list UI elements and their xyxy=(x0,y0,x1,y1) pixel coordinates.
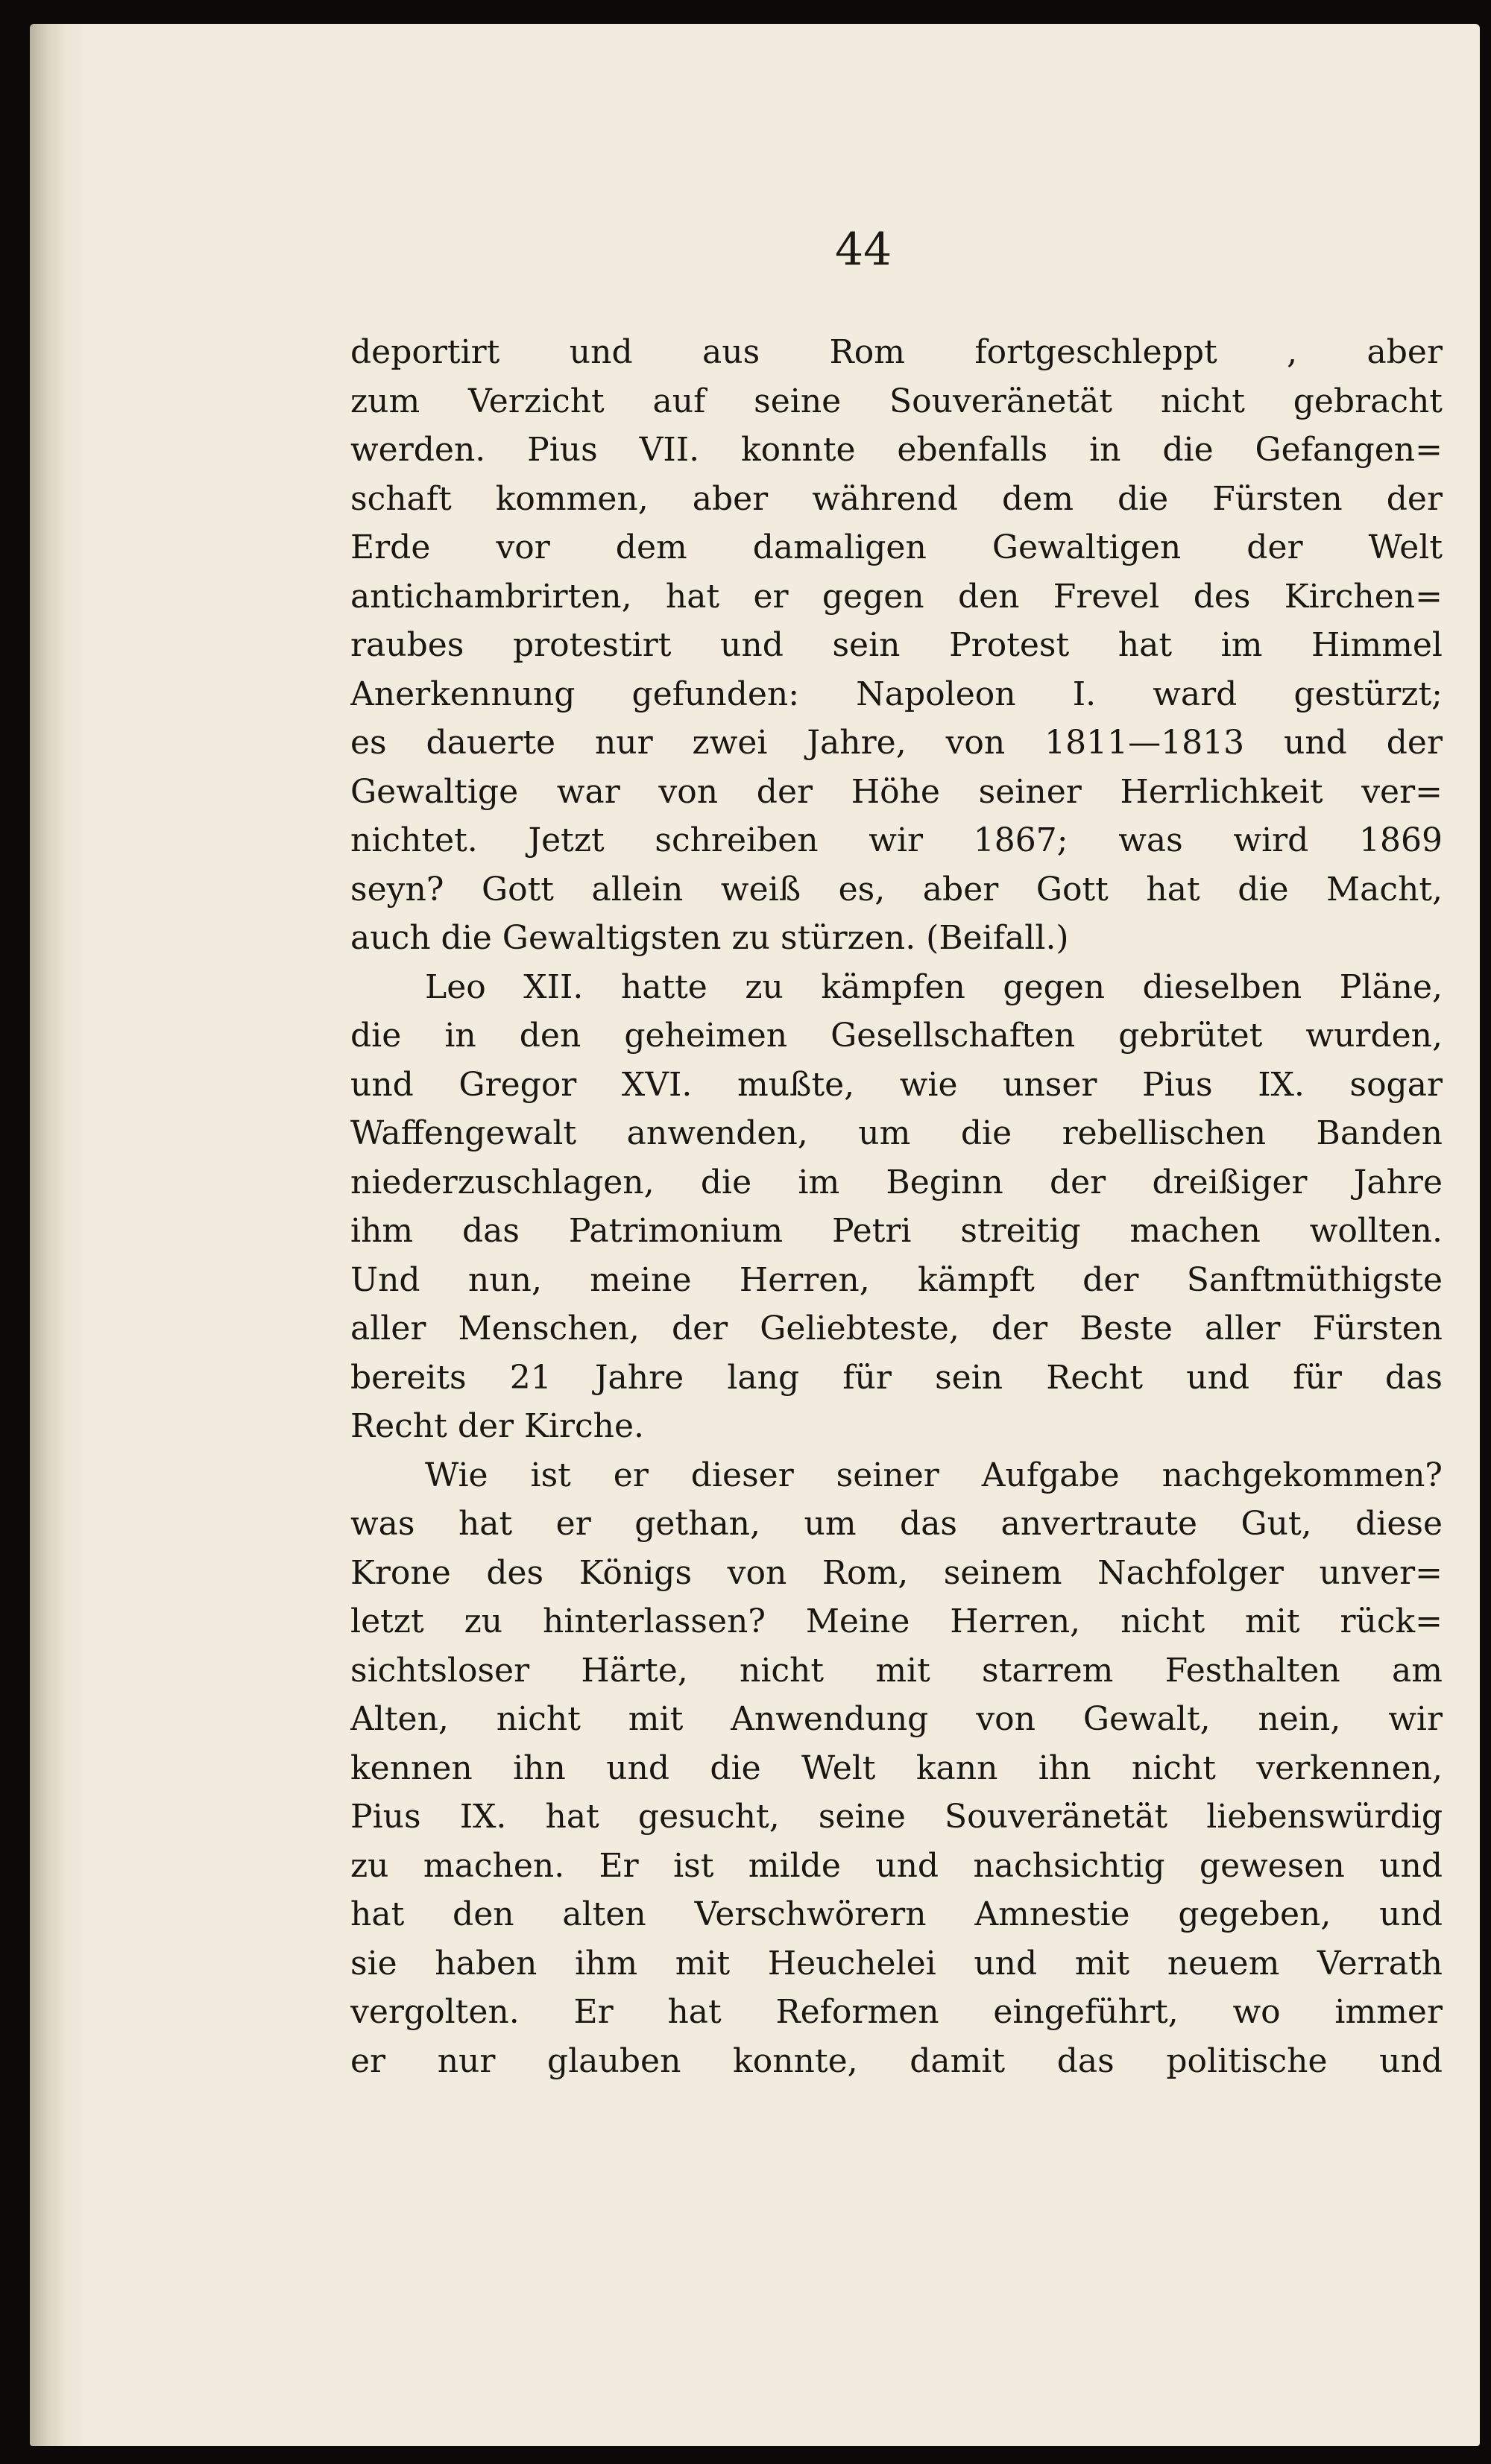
text-line: Leo XII. hatte zu kämpfen gegen dieselben Pläne, xyxy=(425,967,1443,1006)
text-line: zum Verzicht auf seine Souveränetät nicht gebracht xyxy=(350,382,1443,420)
text-line: Alten, nicht mit Anwendung von Gewalt, nein, wir xyxy=(350,1700,1443,1738)
text-line: kennen ihn und die Welt kann ihn nicht verkennen, xyxy=(350,1749,1443,1787)
text-line: Pius IX. hat gesucht, seine Souveränetät liebenswürdig xyxy=(350,1798,1443,1836)
text-line: sie haben ihm mit Heuchelei und mit neuem Verrath xyxy=(350,1944,1443,1983)
text-line: deportirt und aus Rom fortgeschleppt , aber xyxy=(350,333,1443,371)
text-line: hat den alten Verschwörern Amnestie gegeben, und xyxy=(350,1895,1443,1933)
text-line: sichtsloser Härte, nicht mit starrem Festhalten am xyxy=(350,1651,1443,1690)
text-line: auch die Gewaltigsten zu stürzen. (Beifall.) xyxy=(350,919,1069,957)
text-line: was hat er gethan, um das anvertraute Gut, diese xyxy=(350,1505,1443,1543)
text-line: Recht der Kirche. xyxy=(350,1407,645,1445)
text-line: schaft kommen, aber während dem die Fürsten der xyxy=(350,479,1443,518)
text-line: aller Menschen, der Geliebteste, der Beste aller Fürsten xyxy=(350,1310,1443,1348)
text-line: zu machen. Er ist milde und nachsichtig gewesen und xyxy=(350,1846,1443,1885)
text-line: er nur glauben konnte, damit das politische und xyxy=(350,2041,1443,2080)
text-line: und Gregor XVI. mußte, wie unser Pius IX. sogar xyxy=(350,1065,1443,1104)
text-line: Und nun, meine Herren, kämpft der Sanftmüthigste xyxy=(350,1260,1443,1299)
body-text xyxy=(350,328,1443,2085)
text-line: seyn? Gott allein weiß es, aber Gott hat die Macht, xyxy=(350,870,1443,909)
text-line: Waffengewalt anwenden, um die rebellischen Banden xyxy=(350,1114,1443,1152)
book-page xyxy=(30,24,1480,2446)
text-line: werden. Pius VII. konnte ebenfalls in die Gefangen= xyxy=(350,431,1443,469)
text-line: ihm das Patrimonium Petri streitig machen wollten. xyxy=(350,1212,1443,1250)
text-line: letzt zu hinterlassen? Meine Herren, nicht mit rück= xyxy=(350,1602,1443,1640)
text-line: Anerkennung gefunden: Napoleon I. ward gestürzt; xyxy=(350,675,1443,713)
text-line: bereits 21 Jahre lang für sein Recht und für das xyxy=(350,1358,1443,1397)
text-line: Wie ist er dieser seiner Aufgabe nachgekommen? xyxy=(425,1456,1443,1494)
text-line: vergolten. Er hat Reformen eingeführt, wo immer xyxy=(350,1993,1443,2031)
page-gutter xyxy=(30,24,89,2446)
text-line: raubes protestirt und sein Protest hat im Himmel xyxy=(350,626,1443,664)
text-line: niederzuschlagen, die im Beginn der dreißiger Jahre xyxy=(350,1163,1443,1201)
text-line: Krone des Königs von Rom, seinem Nachfolger unver= xyxy=(350,1553,1443,1592)
text-line: die in den geheimen Gesellschaften gebrütet wurden, xyxy=(350,1017,1443,1055)
text-line: Gewaltige war von der Höhe seiner Herrlichkeit ver= xyxy=(350,772,1443,811)
text-line: es dauerte nur zwei Jahre, von 1811—1813 und der xyxy=(350,724,1443,762)
text-line: nichtet. Jetzt schreiben wir 1867; was wird 1869 xyxy=(350,821,1443,859)
text-line: Erde vor dem damaligen Gewaltigen der Welt xyxy=(350,528,1443,566)
page-number: 44 xyxy=(835,224,892,276)
text-line: antichambrirten, hat er gegen den Frevel des Kirchen= xyxy=(350,577,1443,616)
